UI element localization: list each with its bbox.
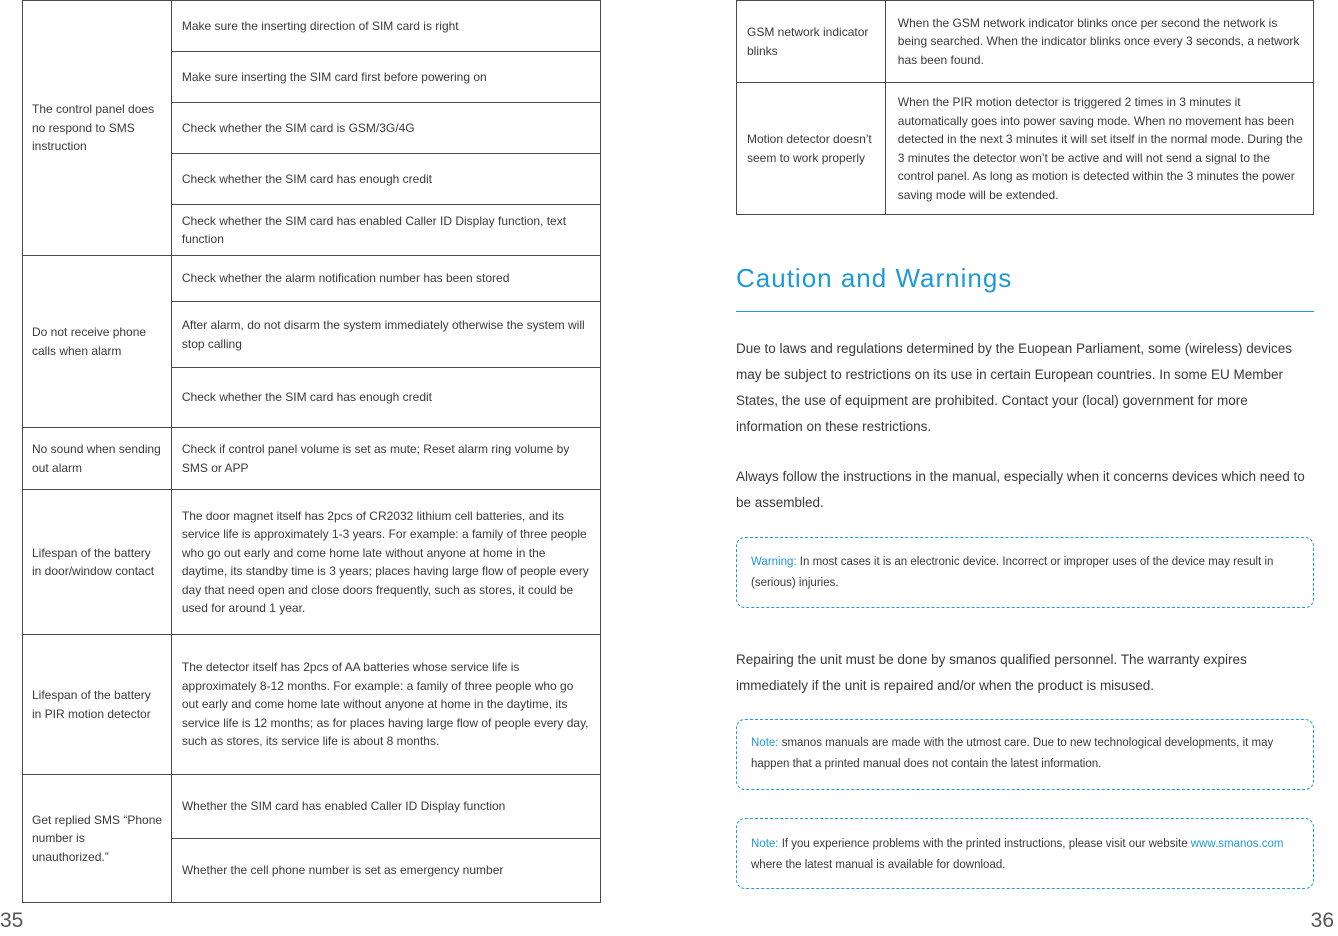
solution-cell: The door magnet itself has 2pcs of CR2032 lithium cell batteries, and its service life is approximately 1-3 years. For example: a family of three people who go out early and come home late without anyone at home in the daytime, its standby time is 3 years; places having large flow of people every day that need open and close doors frequently, such as stores, it could be used for around 1 year. bbox=[171, 490, 600, 635]
note-text: If you experience problems with the printed instructions, please visit our website bbox=[778, 838, 1191, 850]
page-number: 36 bbox=[1310, 909, 1334, 932]
warning-text: In most cases it is an electronic device. Incorrect or improper uses of the device may result in (serious) injuries. bbox=[751, 556, 1274, 589]
solution-cell: Check whether the SIM card has enabled Caller ID Display function, text function bbox=[171, 205, 600, 256]
section-title: Caution and Warnings bbox=[736, 263, 1013, 293]
problem-cell: Lifespan of the battery in PIR motion detector bbox=[23, 635, 172, 775]
paragraph: Always follow the instructions in the manual, especially when it concerns devices which need to be assembled. bbox=[736, 469, 1305, 510]
problem-cell: Get replied SMS “Phone number is unauthorized.” bbox=[23, 775, 172, 903]
solution-cell: The detector itself has 2pcs of AA batteries whose service life is approximately 8-12 months. For example: a family of three people who go out early and come home late without anyone at home in the daytime, its service life is 12 months; as for places having large flow of people every day, such as stores, its service life is about 8 months. bbox=[171, 635, 600, 775]
problem-cell: GSM network indicator blinks bbox=[737, 1, 886, 83]
solution-cell: After alarm, do not disarm the system immediately otherwise the system will stop calling bbox=[171, 302, 600, 368]
paragraph: Due to laws and regulations determined by the Euopean Parliament, some (wireless) devices may be subject to restrictions on its use in certain European countries. In some EU Member States, the use of equipment are prohibited. Contact your (local) government for more information on these restrictions. bbox=[736, 341, 1293, 434]
right-page bbox=[669, 0, 1338, 936]
table-row bbox=[23, 490, 601, 635]
solution-cell: Check if control panel volume is set as mute; Reset alarm ring volume by SMS or APP bbox=[171, 428, 600, 490]
problem-cell: Lifespan of the battery in door/window contact bbox=[23, 490, 172, 635]
problem-cell: The control panel does no respond to SMS instruction bbox=[23, 1, 172, 256]
note-label: Note: bbox=[751, 737, 779, 749]
problem-cell: Do not receive phone calls when alarm bbox=[23, 256, 172, 428]
note-label: Note: bbox=[751, 838, 779, 850]
table-row bbox=[23, 1, 601, 52]
warning-box bbox=[736, 537, 1314, 608]
troubleshooting-table-left bbox=[22, 0, 601, 903]
solution-cell: Check whether the SIM card has enough credit bbox=[171, 368, 600, 428]
note-text: where the latest manual is available for download. bbox=[751, 859, 1006, 871]
table-row bbox=[737, 1, 1314, 83]
note-text: smanos manuals are made with the utmost care. Due to new technological developments, it may happen that a printed manual does not contain the latest information. bbox=[751, 737, 1274, 770]
title-divider bbox=[736, 311, 1314, 312]
table-row bbox=[23, 428, 601, 490]
solution-cell: Whether the cell phone number is set as emergency number bbox=[171, 839, 600, 903]
troubleshooting-table-right bbox=[736, 0, 1314, 215]
table-row bbox=[23, 775, 601, 839]
paragraph: Repairing the unit must be done by smanos qualified personnel. The warranty expires immediately if the unit is repaired and/or when the product is misused. bbox=[736, 652, 1247, 693]
table-row bbox=[23, 635, 601, 775]
solution-cell: Whether the SIM card has enabled Caller ID Display function bbox=[171, 775, 600, 839]
warning-label: Warning: bbox=[751, 556, 797, 568]
note-box bbox=[736, 818, 1314, 889]
note-box bbox=[736, 719, 1314, 790]
website-link[interactable]: www.smanos.com bbox=[1190, 838, 1284, 850]
page-number: 35 bbox=[0, 909, 24, 932]
table-row bbox=[23, 256, 601, 302]
table-row bbox=[737, 83, 1314, 215]
solution-cell: When the GSM network indicator blinks once per second the network is being searched. When the indicator blinks once every 3 seconds, a network has been found. bbox=[885, 1, 1313, 83]
solution-cell: Check whether the SIM card is GSM/3G/4G bbox=[171, 103, 600, 154]
problem-cell: No sound when sending out alarm bbox=[23, 428, 172, 490]
solution-cell: Make sure the inserting direction of SIM card is right bbox=[171, 1, 600, 52]
solution-cell: When the PIR motion detector is triggered 2 times in 3 minutes it automatically goes into power saving mode. When no movement has been detected in the next 3 minutes it will set itself in the normal mode. During the 3 minutes the detector won’t be active and will not send a signal to the control panel. As long as motion is detected within the 3 minutes the power saving mode will be extended. bbox=[885, 83, 1313, 215]
solution-cell: Make sure inserting the SIM card first before powering on bbox=[171, 52, 600, 103]
solution-cell: Check whether the SIM card has enough credit bbox=[171, 154, 600, 205]
problem-cell: Motion detector doesn’t seem to work properly bbox=[737, 83, 886, 215]
solution-cell: Check whether the alarm notification number has been stored bbox=[171, 256, 600, 302]
